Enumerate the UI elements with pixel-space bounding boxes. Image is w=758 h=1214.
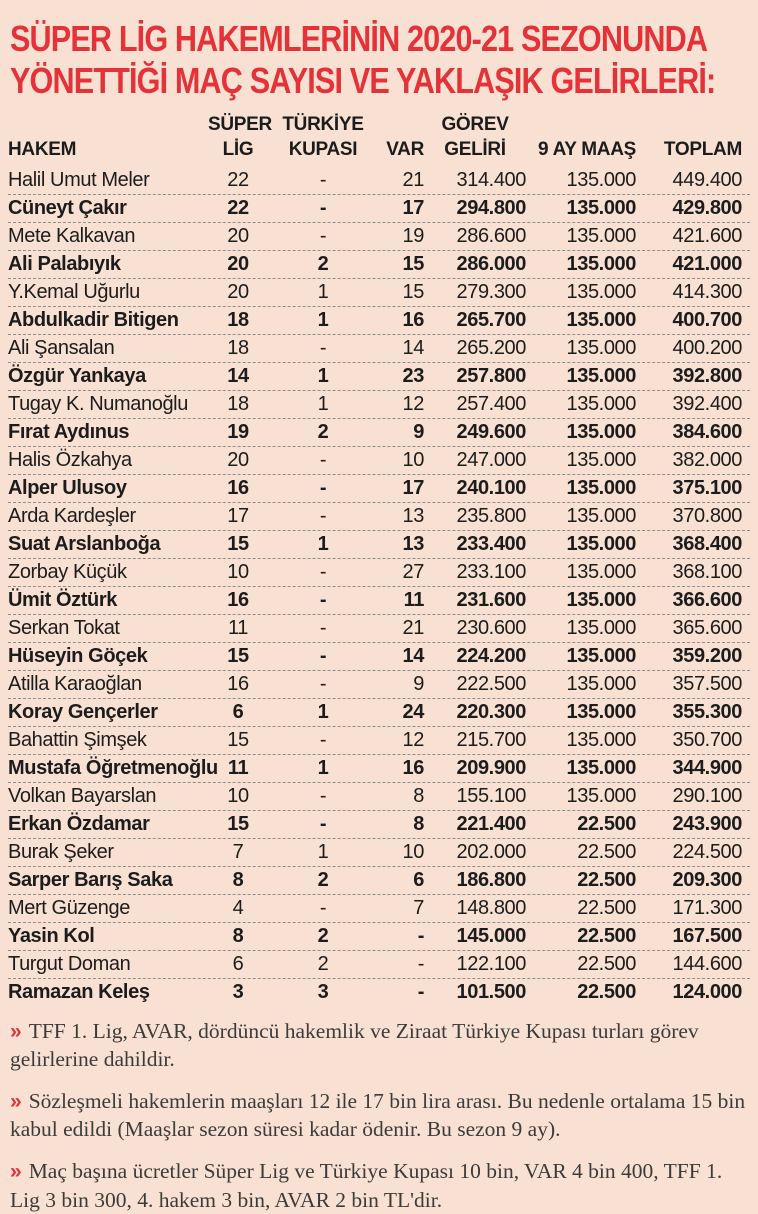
- footnote: [10, 1157, 748, 1214]
- cell-9ay-maas: 135.000: [566, 448, 636, 471]
- cell-var: 16: [402, 308, 424, 331]
- cell-referee-name: Halil Umut Meler: [8, 168, 150, 191]
- column-header-var: [378, 137, 424, 162]
- cell-turkiye-kupasi: -: [319, 560, 327, 583]
- column-header-turkiye-kupasi: [268, 112, 378, 162]
- cell-referee-name: Halis Özkahya: [8, 448, 132, 471]
- cell-super-lig: 16: [227, 672, 249, 695]
- cell-toplam: 350.700: [672, 728, 742, 751]
- cell-9ay-maas: 135.000: [566, 308, 636, 331]
- cell-turkiye-kupasi: -: [319, 784, 327, 807]
- cell-super-lig: 20: [227, 224, 249, 247]
- table-body: [8, 167, 750, 1007]
- cell-toplam: 209.300: [672, 868, 742, 891]
- cell-super-lig: 16: [227, 476, 249, 499]
- cell-9ay-maas: 135.000: [566, 728, 636, 751]
- table-row: [8, 951, 750, 979]
- cell-9ay-maas: 135.000: [566, 644, 636, 667]
- cell-9ay-maas: 135.000: [566, 364, 636, 387]
- cell-referee-name: Ramazan Keleş: [8, 981, 150, 1004]
- table-row: [8, 839, 750, 867]
- cell-9ay-maas: 135.000: [566, 700, 636, 723]
- cell-9ay-maas: 22.500: [577, 981, 636, 1004]
- column-header-toplam: [636, 137, 750, 162]
- cell-gorev-geliri: 224.200: [456, 644, 526, 667]
- cell-toplam: 384.600: [672, 420, 742, 443]
- table-row: [8, 671, 750, 699]
- table-row: [8, 223, 750, 251]
- cell-toplam: 370.800: [672, 504, 742, 527]
- column-header-super-lig: [208, 112, 272, 162]
- header-geliri-label: GELİRİ: [444, 138, 506, 160]
- cell-turkiye-kupasi: -: [319, 476, 327, 499]
- cell-toplam: 368.400: [672, 532, 742, 555]
- cell-gorev-geliri: 202.000: [456, 840, 526, 863]
- cell-gorev-geliri: 145.000: [456, 924, 526, 947]
- cell-9ay-maas: 135.000: [566, 504, 636, 527]
- cell-referee-name: Serkan Tokat: [8, 616, 120, 639]
- cell-super-lig: 15: [227, 644, 249, 667]
- table-row: [8, 363, 750, 391]
- cell-gorev-geliri: 279.300: [456, 280, 526, 303]
- cell-super-lig: 8: [232, 868, 244, 891]
- table-row: [8, 251, 750, 279]
- table-row: [8, 923, 750, 951]
- cell-9ay-maas: 22.500: [577, 952, 636, 975]
- cell-turkiye-kupasi: 1: [317, 280, 329, 303]
- cell-gorev-geliri: 101.500: [456, 981, 526, 1004]
- table-row: [8, 503, 750, 531]
- cell-gorev-geliri: 209.900: [456, 756, 526, 779]
- cell-toplam: 392.400: [672, 392, 742, 415]
- cell-super-lig: 18: [227, 308, 249, 331]
- table-row: [8, 895, 750, 923]
- cell-super-lig: 14: [227, 364, 249, 387]
- cell-gorev-geliri: 220.300: [456, 700, 526, 723]
- header-super-label: SÜPER: [208, 113, 272, 135]
- cell-9ay-maas: 135.000: [566, 560, 636, 583]
- footnote-marker: »: [10, 1159, 22, 1183]
- cell-referee-name: Yasin Kol: [8, 924, 95, 947]
- cell-var: 6: [413, 868, 424, 891]
- cell-referee-name: Atilla Karaoğlan: [8, 672, 142, 695]
- cell-gorev-geliri: 249.600: [456, 420, 526, 443]
- cell-super-lig: 8: [232, 924, 244, 947]
- table-row: [8, 335, 750, 363]
- cell-gorev-geliri: 265.200: [456, 336, 526, 359]
- footnote-text: Sözleşmeli hakemlerin maaşları 12 ile 17 bin lira arası. Bu nedenle ortalama 15 bin kabul edildi (Maaşlar sezon süresi kadar ödenir. Bu sezon 9 ay).: [10, 1088, 746, 1142]
- cell-var: 14: [402, 644, 424, 667]
- cell-toplam: 243.900: [672, 812, 742, 835]
- cell-referee-name: Tugay K. Numanoğlu: [8, 392, 188, 415]
- cell-var: 23: [402, 364, 424, 387]
- cell-turkiye-kupasi: 1: [317, 700, 329, 723]
- cell-gorev-geliri: 286.000: [456, 252, 526, 275]
- cell-super-lig: 6: [232, 700, 244, 723]
- header-toplam-label: TOPLAM: [663, 138, 742, 160]
- cell-gorev-geliri: 155.100: [456, 784, 526, 807]
- footnote-marker: »: [10, 1019, 22, 1043]
- cell-9ay-maas: 135.000: [566, 196, 636, 219]
- table-row: [8, 783, 750, 811]
- cell-turkiye-kupasi: 1: [317, 756, 329, 779]
- cell-referee-name: Koray Gençerler: [8, 700, 158, 723]
- cell-gorev-geliri: 247.000: [456, 448, 526, 471]
- table-header-row: [8, 108, 750, 167]
- cell-turkiye-kupasi: 1: [317, 532, 329, 555]
- cell-referee-name: Hüseyin Göçek: [8, 644, 148, 667]
- table-row: [8, 475, 750, 503]
- cell-super-lig: 15: [227, 728, 249, 751]
- cell-turkiye-kupasi: 1: [317, 392, 329, 415]
- table-row: [8, 447, 750, 475]
- footnote: [10, 1017, 748, 1074]
- cell-9ay-maas: 135.000: [566, 532, 636, 555]
- cell-referee-name: Suat Arslanboğa: [8, 532, 161, 555]
- cell-var: 17: [402, 476, 424, 499]
- table-row: [8, 391, 750, 419]
- cell-turkiye-kupasi: -: [319, 448, 327, 471]
- footnote: [10, 1087, 748, 1144]
- cell-toplam: 224.500: [672, 840, 742, 863]
- cell-gorev-geliri: 221.400: [456, 812, 526, 835]
- cell-toplam: 359.200: [672, 644, 742, 667]
- cell-toplam: 355.300: [672, 700, 742, 723]
- cell-turkiye-kupasi: 1: [317, 840, 329, 863]
- cell-toplam: 365.600: [672, 616, 742, 639]
- cell-turkiye-kupasi: 3: [317, 981, 329, 1004]
- cell-turkiye-kupasi: 1: [317, 308, 329, 331]
- cell-var: -: [417, 924, 424, 947]
- cell-var: 14: [402, 336, 424, 359]
- cell-turkiye-kupasi: -: [319, 672, 327, 695]
- cell-9ay-maas: 22.500: [577, 868, 636, 891]
- cell-referee-name: Volkan Bayarslan: [8, 784, 157, 807]
- cell-toplam: 368.100: [672, 560, 742, 583]
- cell-referee-name: Arda Kardeşler: [8, 504, 136, 527]
- cell-gorev-geliri: 148.800: [456, 896, 526, 919]
- cell-gorev-geliri: 294.800: [456, 196, 526, 219]
- cell-var: 9: [413, 672, 424, 695]
- cell-super-lig: 20: [227, 280, 249, 303]
- cell-gorev-geliri: 235.800: [456, 504, 526, 527]
- cell-toplam: 167.500: [672, 924, 742, 947]
- cell-referee-name: Ali Palabıyık: [8, 252, 121, 275]
- cell-9ay-maas: 22.500: [577, 840, 636, 863]
- cell-referee-name: Fırat Aydınus: [8, 420, 130, 443]
- page-title: [8, 0, 750, 108]
- cell-toplam: 421.600: [672, 224, 742, 247]
- cell-9ay-maas: 22.500: [577, 812, 636, 835]
- cell-var: 13: [402, 532, 424, 555]
- cell-9ay-maas: 135.000: [566, 616, 636, 639]
- cell-gorev-geliri: 257.400: [456, 392, 526, 415]
- header-maas-label: 9 AY MAAŞ: [538, 138, 636, 160]
- cell-referee-name: Özgür Yankaya: [8, 364, 146, 387]
- table-row: [8, 167, 750, 195]
- footnote-text: TFF 1. Lig, AVAR, dördüncü hakemlik ve Ziraat Türkiye Kupası turları görev gelirlerine dahildir.: [10, 1018, 699, 1072]
- cell-9ay-maas: 135.000: [566, 672, 636, 695]
- cell-super-lig: 20: [227, 448, 249, 471]
- cell-turkiye-kupasi: -: [319, 224, 327, 247]
- cell-toplam: 171.300: [672, 896, 742, 919]
- table-row: [8, 279, 750, 307]
- cell-9ay-maas: 135.000: [566, 168, 636, 191]
- cell-toplam: 366.600: [672, 588, 742, 611]
- table-row: [8, 307, 750, 335]
- cell-referee-name: Mert Güzenge: [8, 896, 130, 919]
- cell-gorev-geliri: 122.100: [456, 952, 526, 975]
- cell-super-lig: 22: [227, 196, 249, 219]
- cell-super-lig: 4: [232, 896, 244, 919]
- cell-gorev-geliri: 286.600: [456, 224, 526, 247]
- cell-gorev-geliri: 222.500: [456, 672, 526, 695]
- table-row: [8, 755, 750, 783]
- table-row: [8, 643, 750, 671]
- cell-turkiye-kupasi: 2: [317, 952, 329, 975]
- cell-super-lig: 11: [228, 616, 248, 639]
- cell-super-lig: 3: [232, 981, 244, 1004]
- cell-turkiye-kupasi: 2: [317, 868, 329, 891]
- cell-turkiye-kupasi: -: [319, 896, 327, 919]
- header-hakem-label: HAKEM: [8, 138, 77, 160]
- cell-9ay-maas: 135.000: [566, 392, 636, 415]
- table-row: [8, 419, 750, 447]
- table-row: [8, 615, 750, 643]
- cell-toplam: 392.800: [672, 364, 742, 387]
- table-row: [8, 531, 750, 559]
- cell-turkiye-kupasi: -: [319, 616, 327, 639]
- cell-9ay-maas: 135.000: [566, 588, 636, 611]
- cell-referee-name: Y.Kemal Uğurlu: [8, 280, 140, 303]
- cell-super-lig: 7: [232, 840, 244, 863]
- cell-super-lig: 17: [227, 504, 249, 527]
- cell-turkiye-kupasi: 2: [317, 420, 329, 443]
- column-header-gorev-geliri: [424, 112, 526, 162]
- header-var-label: VAR: [386, 138, 424, 160]
- cell-super-lig: 20: [227, 252, 249, 275]
- page-title-line-2: YÖNETTİĞİ MAÇ SAYISI VE YAKLAŞIK GELİRLERİ:: [10, 59, 716, 101]
- cell-toplam: 400.200: [672, 336, 742, 359]
- column-header-hakem: [8, 137, 208, 162]
- cell-turkiye-kupasi: -: [319, 504, 327, 527]
- cell-turkiye-kupasi: -: [319, 812, 327, 835]
- cell-gorev-geliri: 230.600: [456, 616, 526, 639]
- cell-var: 21: [402, 168, 424, 191]
- cell-super-lig: 22: [227, 168, 249, 191]
- cell-gorev-geliri: 314.400: [456, 168, 526, 191]
- header-turkiye-label: TÜRKİYE: [282, 113, 364, 135]
- cell-turkiye-kupasi: -: [319, 336, 327, 359]
- cell-super-lig: 18: [227, 336, 249, 359]
- cell-referee-name: Sarper Barış Saka: [8, 868, 173, 891]
- header-kupasi-label: KUPASI: [288, 138, 358, 160]
- cell-super-lig: 18: [227, 392, 249, 415]
- cell-var: 10: [402, 840, 424, 863]
- footnotes: [8, 1017, 750, 1214]
- cell-gorev-geliri: 231.600: [456, 588, 526, 611]
- header-lig-label: LİG: [222, 138, 254, 160]
- cell-var: -: [417, 952, 424, 975]
- cell-referee-name: Cüneyt Çakır: [8, 196, 127, 219]
- cell-super-lig: 10: [227, 784, 249, 807]
- cell-referee-name: Abdulkadir Bitigen: [8, 308, 179, 331]
- cell-gorev-geliri: 233.400: [456, 532, 526, 555]
- cell-9ay-maas: 135.000: [566, 280, 636, 303]
- cell-9ay-maas: 135.000: [566, 756, 636, 779]
- table-row: [8, 811, 750, 839]
- cell-referee-name: Burak Şeker: [8, 840, 114, 863]
- cell-referee-name: Ümit Öztürk: [8, 588, 117, 611]
- cell-var: 11: [403, 588, 424, 611]
- table-row: [8, 699, 750, 727]
- cell-var: 8: [413, 784, 424, 807]
- cell-referee-name: Mustafa Öğretmenoğlu: [8, 756, 218, 779]
- cell-referee-name: Erkan Özdamar: [8, 812, 150, 835]
- cell-var: 15: [402, 252, 424, 275]
- cell-var: 24: [402, 700, 424, 723]
- cell-var: 9: [413, 420, 424, 443]
- cell-gorev-geliri: 240.100: [456, 476, 526, 499]
- footnote-text: Maç başına ücretler Süper Lig ve Türkiye Kupası 10 bin, VAR 4 bin 400, TFF 1. Lig 3 bin 300, 4. hakem 3 bin, AVAR 2 bin TL'dir.: [10, 1158, 723, 1212]
- cell-toplam: 449.400: [672, 168, 742, 191]
- column-header-9ay-maas: [526, 137, 636, 162]
- cell-super-lig: 6: [232, 952, 244, 975]
- cell-super-lig: 16: [227, 588, 249, 611]
- cell-gorev-geliri: 257.800: [456, 364, 526, 387]
- cell-referee-name: Zorbay Küçük: [8, 560, 127, 583]
- cell-toplam: 144.600: [672, 952, 742, 975]
- cell-turkiye-kupasi: -: [319, 728, 327, 751]
- cell-gorev-geliri: 215.700: [456, 728, 526, 751]
- cell-referee-name: Turgut Doman: [8, 952, 131, 975]
- cell-turkiye-kupasi: 2: [317, 252, 329, 275]
- cell-var: 8: [413, 812, 424, 835]
- cell-var: 27: [402, 560, 424, 583]
- cell-toplam: 290.100: [672, 784, 742, 807]
- cell-referee-name: Bahattin Şimşek: [8, 728, 147, 751]
- cell-var: 12: [402, 392, 424, 415]
- header-gorev-label: GÖREV: [441, 113, 509, 135]
- table-row: [8, 867, 750, 895]
- cell-9ay-maas: 135.000: [566, 476, 636, 499]
- cell-var: 19: [402, 224, 424, 247]
- cell-super-lig: 10: [227, 560, 249, 583]
- cell-gorev-geliri: 233.100: [456, 560, 526, 583]
- cell-toplam: 124.000: [672, 981, 742, 1004]
- cell-9ay-maas: 135.000: [566, 252, 636, 275]
- cell-toplam: 382.000: [672, 448, 742, 471]
- cell-var: 16: [402, 756, 424, 779]
- cell-gorev-geliri: 265.700: [456, 308, 526, 331]
- cell-toplam: 429.800: [672, 196, 742, 219]
- table-row: [8, 727, 750, 755]
- cell-var: -: [417, 981, 424, 1004]
- cell-var: 15: [402, 280, 424, 303]
- cell-toplam: 344.900: [672, 756, 742, 779]
- cell-var: 17: [402, 196, 424, 219]
- cell-referee-name: Mete Kalkavan: [8, 224, 136, 247]
- cell-var: 10: [402, 448, 424, 471]
- cell-var: 12: [402, 728, 424, 751]
- cell-super-lig: 15: [227, 812, 249, 835]
- cell-toplam: 414.300: [672, 280, 742, 303]
- table-row: [8, 979, 750, 1007]
- cell-referee-name: Alper Ulusoy: [8, 476, 127, 499]
- cell-turkiye-kupasi: -: [319, 168, 327, 191]
- cell-var: 21: [402, 616, 424, 639]
- referees-table: [8, 108, 750, 1007]
- cell-9ay-maas: 22.500: [577, 896, 636, 919]
- cell-turkiye-kupasi: -: [319, 588, 327, 611]
- cell-toplam: 375.100: [672, 476, 742, 499]
- table-row: [8, 195, 750, 223]
- cell-super-lig: 19: [227, 420, 249, 443]
- cell-gorev-geliri: 186.800: [456, 868, 526, 891]
- cell-toplam: 400.700: [672, 308, 742, 331]
- cell-referee-name: Ali Şansalan: [8, 336, 115, 359]
- cell-turkiye-kupasi: -: [319, 196, 327, 219]
- cell-9ay-maas: 22.500: [577, 924, 636, 947]
- cell-9ay-maas: 135.000: [566, 420, 636, 443]
- cell-turkiye-kupasi: -: [319, 644, 327, 667]
- footnote-marker: »: [10, 1089, 22, 1113]
- cell-9ay-maas: 135.000: [566, 336, 636, 359]
- cell-9ay-maas: 135.000: [566, 224, 636, 247]
- cell-super-lig: 11: [227, 756, 249, 779]
- page-title-line-1: SÜPER LİG HAKEMLERİNİN 2020-21 SEZONUNDA: [10, 18, 708, 59]
- table-row: [8, 587, 750, 615]
- cell-var: 13: [402, 504, 424, 527]
- cell-toplam: 357.500: [672, 672, 742, 695]
- cell-super-lig: 15: [227, 532, 249, 555]
- cell-turkiye-kupasi: 1: [317, 364, 329, 387]
- cell-turkiye-kupasi: 2: [317, 924, 329, 947]
- cell-var: 7: [413, 896, 424, 919]
- table-row: [8, 559, 750, 587]
- cell-9ay-maas: 135.000: [566, 784, 636, 807]
- cell-toplam: 421.000: [672, 252, 742, 275]
